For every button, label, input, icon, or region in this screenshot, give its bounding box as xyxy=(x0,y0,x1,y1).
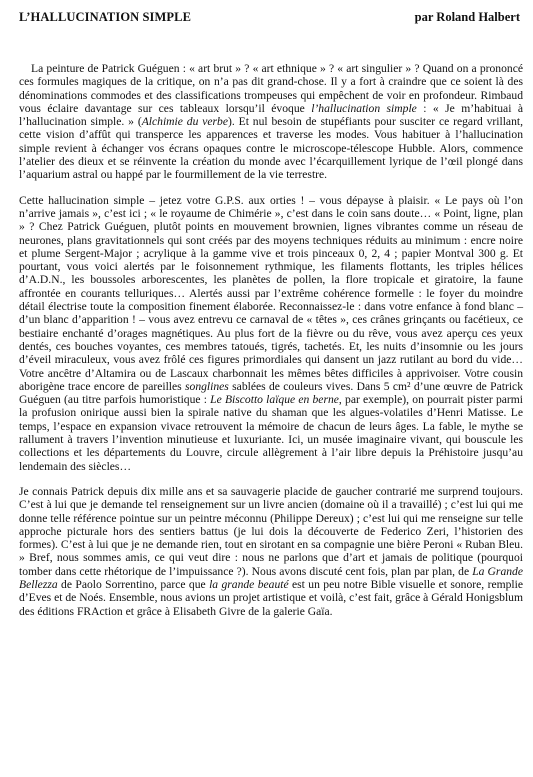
author-byline: par Roland Halbert xyxy=(414,10,520,24)
italic-text: La Grande Bellezza xyxy=(19,564,523,591)
paragraph-2 xyxy=(19,194,523,473)
article-title: L’HALLUCINATION SIMPLE xyxy=(19,10,192,24)
italic-text: l’hallucination simple xyxy=(311,101,417,115)
italic-text: Alchimie du verbe xyxy=(141,115,228,129)
text-run: est un peu notre Bible visuelle et sonore, remplie d’Eves et de Noés. Ensemble, nous avions un projet artistique et voilà, c’est fait, grâce à Gérald Honigsblum des éditions FRAction et grâce à Elisabeth Givre de la galerie Gaïa. xyxy=(19,577,523,618)
text-run: : « Je m’habituai à l’hallucination simple. » ( xyxy=(19,101,523,129)
italic-text: la grande beauté xyxy=(209,577,289,591)
text-run: Je connais Patrick depuis dix mille ans et sa sauvagerie placide de gaucher contrarié me surprend toujours. C’est à lui que je demande tel renseignement sur un livre ancien (domaine où il a travaillé) ; c’est lui qui me donne telle référence pointue sur un peintre méconnu (Philippe Dereux) ; c’est lui qui me renseigne sur telle approche picturale hors des sentiers battus (je lui dois la découverte de Federico Zeri, l’historien des formes). C’est à lui que je ne demande rien, tout en sirotant en sa compagnie une bière Peroni « Ruban Bleu. » Bref, nous sommes amis, ce qui veut dire : nous ne parlons que d’art et jamais de politique (pourquoi tomber dans cette rhétorique de l’impuissance ?). Nous avons discuté cent fois, plan par plan, de xyxy=(19,484,523,578)
article-header xyxy=(19,9,523,25)
italic-text: songlines xyxy=(185,379,229,393)
text-run: de Paolo Sorrentino, parce que xyxy=(57,577,210,591)
text-run: , par exemple), on pourrait pister parmi la profusion onirique aussi bien la spirale native du shaman que les algues-volatiles d’Henri Matisse. Le temps, l’espace en expansion vivace retrouvent la mémoire de chacun de leurs âges. La fable, le mythe se rallument à travers l’invention minutieuse et luxuriante. Ici, un musée imaginaire vivant, qui bouscule les collections et les départements du Louvre, circule allègrement à l’air libre depuis la Préhistoire jusqu’au lendemain des siècles… xyxy=(19,393,523,473)
text-run: La peinture de Patrick Guéguen : « art brut » ? « art ethnique » ? « art singulier » ? Quand on a prononcé ces formules magiques de la critique, on n’a pas dit grand-chose. Il y a fort à craindre que ce soient là des dénominations commodes et des classifications trompeuses qui empêchent de voir en profondeur. Rimbaud vous éclaire davantage sur ces tableaux lorsqu’il évoque xyxy=(19,62,523,115)
text-run: ). Et nul besoin de stupéfiants pour susciter ce regard vrillant, cette vision d’affût qui transperce les apparences et traverse les modes. Vous habituer à l’hallucination simple revient à échanger vos écrans opaques contre le microscope-télescope Hubble. Alors, commence l’atelier des dieux et se réinvente la création du monde avec l’écarquillement lyrique de l’œil plongé dans l’aquarium astral ou happé par le fourmillement de la vie terrestre. xyxy=(19,115,523,182)
paragraph-3 xyxy=(19,485,523,618)
text-run: sablées de couleurs vives. Dans 5 cm² d’une œuvre de Patrick Guéguen (au titre parfois humoristique : xyxy=(19,379,523,407)
italic-text: Le Biscotto laïque en berne xyxy=(210,393,339,407)
paragraph-1 xyxy=(19,62,523,182)
text-run: Cette hallucination simple – jetez votre G.P.S. aux orties ! – vous dépayse à plaisir. « Le pays où l’on n’arrive jamais », c’est ici ; « le royaume de Chimérie », c’est dans le coin sans doute… « Point, ligne, plan » ? Chez Patrick Guéguen, plutôt points en mouvement brownien, lignes vibrantes comme un réseau de neurones, plans gravitationnels qui sont créés par des moyens techniques réduits au minimum : encre noire et plume Sergent-Major ; acrylique à la gamme vive et trois pinceaux 0, 2, 4 ; papier Montval 300 g. Et pourtant, vous voici alertés par le foisonnement rythmique, les filaments flottants, les triples hélices d’A.D.N., les boussoles arborescentes, les planètes de pollen, la flore tropicale et giratoire, la faune affrontée en courants telluriques… Alertés aussi par l’extrême cohérence formelle : le foyer du moindre détail électrise toute la composition finement élaborée. Reconnaissez-le : dans votre enfance à fond blanc – d’un blanc d’apparition ! – vous avez entrevu ce carnaval de « têtes », ces crânes grinçants ou facétieux, ce bestiaire enchanté d’orages magnétiques. Au plus fort de la fièvre ou du rêve, vous avez aperçu ces yeux dentés, ces bouches voyantes, ces membres tatoués, tigrés, tachetés. Et, les nuits d’insomnie ou les jours d’éveil miraculeux, vous avez frôlé ces figures primordiales qui dansent un jazz rutilant au bord du vide… Votre ancêtre d’Altamira ou de Lascaux charbonnait les mêmes bêtes difficiles à apprivoiser. Votre cousin aborigène trace encore de pareilles xyxy=(19,193,523,393)
